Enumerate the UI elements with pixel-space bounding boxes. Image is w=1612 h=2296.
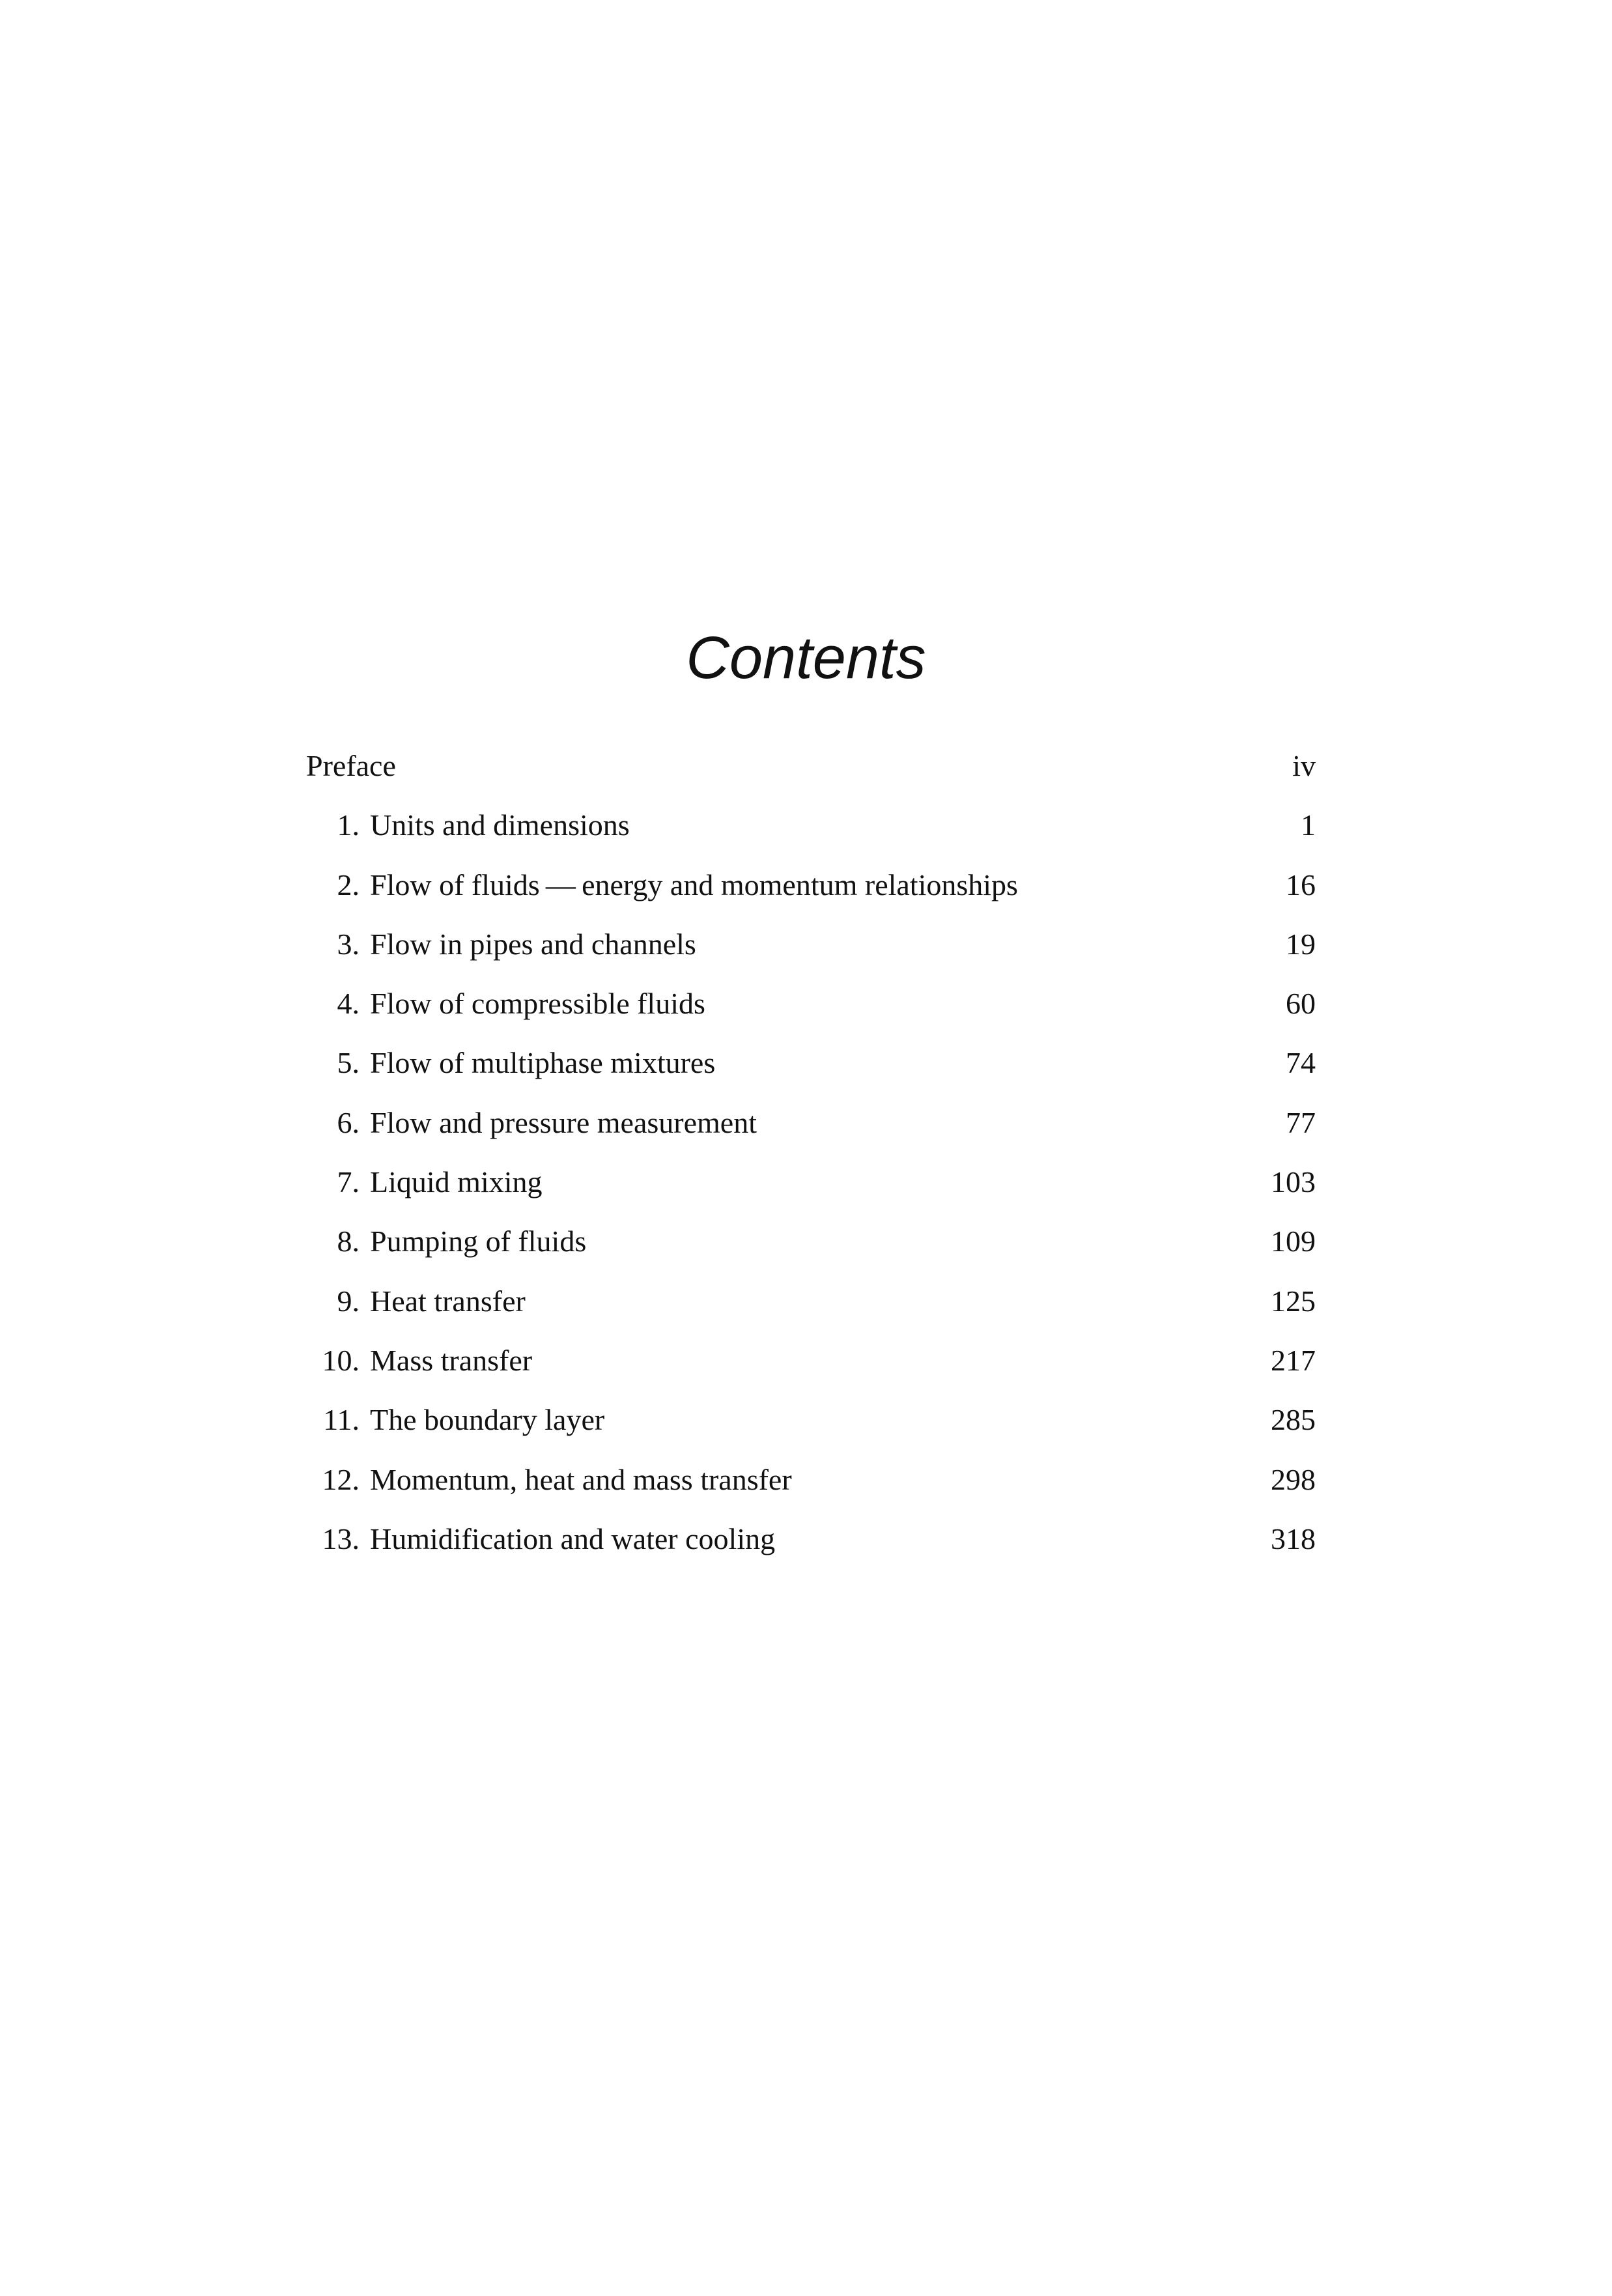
toc-entry-number: 2. xyxy=(337,868,360,901)
toc-entry-label: Flow of multiphase mixtures xyxy=(370,1046,716,1080)
toc-entry-label: Mass transfer xyxy=(370,1343,533,1377)
toc-entry-chapter-6[interactable] xyxy=(306,1101,1316,1160)
toc-entry-page: 19 xyxy=(1286,927,1316,961)
toc-entry-chapter-4[interactable] xyxy=(306,982,1316,1041)
toc-entry-chapter-3[interactable] xyxy=(306,922,1316,982)
toc-entry-chapter-7[interactable] xyxy=(306,1160,1316,1219)
toc-entry-preface[interactable] xyxy=(306,744,1316,803)
toc-entry-page: 109 xyxy=(1271,1225,1316,1258)
toc-entry-number: 11. xyxy=(323,1403,360,1437)
toc-entry-page: 77 xyxy=(1286,1105,1316,1139)
toc-entry-number: 9. xyxy=(337,1284,360,1318)
toc-entry-label: Flow of compressible fluids xyxy=(370,987,705,1021)
toc-entry-chapter-10[interactable] xyxy=(306,1339,1316,1398)
toc-entry-number: 12. xyxy=(322,1462,360,1496)
toc-entry-chapter-5[interactable] xyxy=(306,1041,1316,1100)
toc-entry-label: Momentum, heat and mass transfer xyxy=(370,1462,792,1496)
toc-entry-label: Flow in pipes and channels xyxy=(370,927,696,961)
toc-entry-number: 13. xyxy=(322,1522,360,1555)
toc-entry-chapter-9[interactable] xyxy=(306,1279,1316,1339)
toc-entry-number: 6. xyxy=(337,1105,360,1139)
toc-entry-label: Pumping of fluids xyxy=(370,1225,587,1258)
toc-entry-number: 8. xyxy=(337,1225,360,1258)
toc-entry-page: 60 xyxy=(1286,987,1316,1021)
toc-entry-label: Flow of fluids — energy and momentum relationships xyxy=(370,868,1018,901)
toc-entry-number: 7. xyxy=(337,1165,360,1199)
toc-entry-label: Humidification and water cooling xyxy=(370,1522,776,1555)
toc-entry-page: 103 xyxy=(1271,1165,1316,1199)
toc-entry-number: 5. xyxy=(337,1046,360,1080)
toc-entry-chapter-2[interactable] xyxy=(306,863,1316,922)
toc-entry-page: 285 xyxy=(1271,1403,1316,1437)
toc-entry-number: 3. xyxy=(337,927,360,961)
toc-entry-page: 16 xyxy=(1286,868,1316,901)
toc-entry-chapter-12[interactable] xyxy=(306,1458,1316,1517)
toc-entry-label: Preface xyxy=(306,749,396,782)
toc-entry-page: 1 xyxy=(1301,808,1316,842)
toc-entry-number: 10. xyxy=(322,1343,360,1377)
toc-entry-page: 318 xyxy=(1271,1522,1316,1555)
toc-entry-chapter-8[interactable] xyxy=(306,1219,1316,1279)
toc-entry-label: Heat transfer xyxy=(370,1284,526,1318)
toc-entry-page: 298 xyxy=(1271,1462,1316,1496)
toc-entry-number: 4. xyxy=(337,987,360,1021)
toc-entry-label: Liquid mixing xyxy=(370,1165,543,1199)
table-of-contents xyxy=(306,744,1316,1576)
toc-entry-page: iv xyxy=(1292,749,1316,782)
toc-entry-page: 217 xyxy=(1271,1343,1316,1377)
toc-entry-label: Flow and pressure measurement xyxy=(370,1105,757,1139)
toc-entry-chapter-13[interactable] xyxy=(306,1517,1316,1576)
toc-entry-chapter-11[interactable] xyxy=(306,1398,1316,1457)
toc-entry-number: 1. xyxy=(337,808,360,842)
toc-entry-chapter-1[interactable] xyxy=(306,803,1316,862)
toc-entry-page: 125 xyxy=(1271,1284,1316,1318)
page-title: Contents xyxy=(686,625,926,691)
toc-entry-page: 74 xyxy=(1286,1046,1316,1080)
toc-entry-label: The boundary layer xyxy=(370,1403,605,1437)
toc-entry-label: Units and dimensions xyxy=(370,808,630,842)
